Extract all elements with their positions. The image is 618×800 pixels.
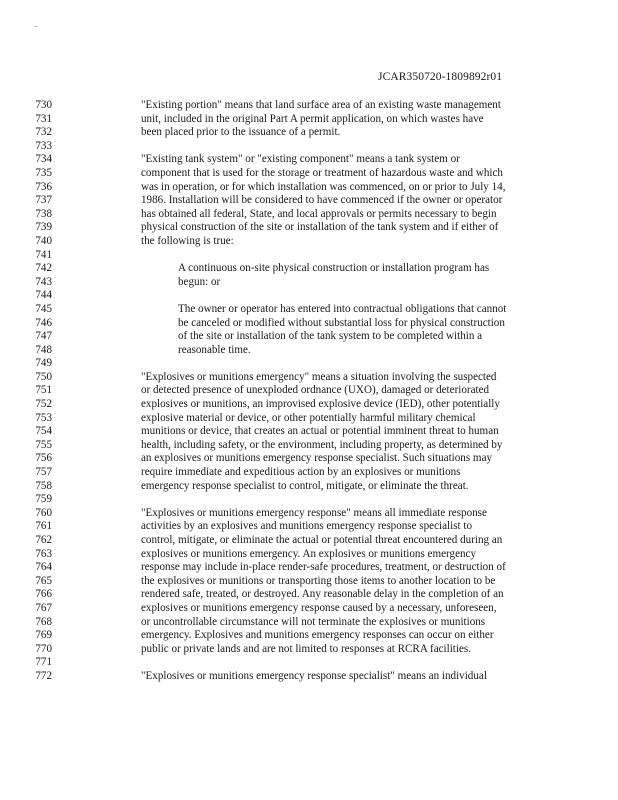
text-line: [0, 656, 618, 670]
line-number: 740: [35, 234, 52, 247]
line-text: activities by an explosives and munitions emergency response specialist to: [141, 520, 472, 533]
text-line: [0, 493, 618, 507]
text-line: [0, 221, 618, 235]
line-number: 770: [35, 642, 52, 655]
line-text: 1986. Installation will be considered to have commenced if the owner or operator: [141, 194, 503, 207]
line-number: 757: [35, 466, 52, 479]
line-number: 765: [35, 574, 52, 587]
text-line: [0, 99, 618, 113]
line-text: explosives or munitions emergency response caused by a necessary, unforeseen,: [141, 601, 497, 614]
line-number: 751: [35, 384, 52, 397]
text-line: [0, 412, 618, 426]
line-number: 734: [35, 153, 52, 166]
text-line: [0, 670, 618, 684]
line-number: 747: [35, 330, 52, 343]
text-line: [0, 194, 618, 208]
text-line: [0, 357, 618, 371]
line-number: 766: [35, 588, 52, 601]
line-text: unit, included in the original Part A permit application, on which wastes have: [141, 112, 484, 125]
text-line: [0, 602, 618, 616]
line-number: 758: [35, 479, 52, 492]
line-text: component that is used for the storage or treatment of hazardous waste and which: [141, 166, 503, 179]
line-text: explosives or munitions emergency. An explosives or munitions emergency: [141, 547, 477, 560]
text-line: [0, 126, 618, 140]
line-text: "Existing tank system" or "existing component" means a tank system or: [141, 153, 460, 166]
line-text: rendered safe, treated, or destroyed. Any reasonable delay in the completion of an: [141, 588, 504, 601]
line-text: public or private lands and are not limited to responses at RCRA facilities.: [141, 642, 471, 655]
line-text: physical construction of the site or installation of the tank system and if either of: [141, 221, 499, 234]
text-line: [0, 344, 618, 358]
line-number: 735: [35, 166, 52, 179]
text-line: [0, 167, 618, 181]
line-text: begun: or: [178, 275, 221, 288]
line-number: 769: [35, 629, 52, 642]
line-number: 739: [35, 221, 52, 234]
line-text: health, including safety, or the environment, including property, as determined by: [141, 438, 503, 451]
line-number: 745: [35, 302, 52, 315]
text-line: [0, 317, 618, 331]
line-number: 748: [35, 343, 52, 356]
line-text: A continuous on-site physical construction or installation program has: [178, 262, 490, 275]
line-number: 737: [35, 194, 52, 207]
text-line: [0, 153, 618, 167]
line-number: 738: [35, 207, 52, 220]
text-line: [0, 371, 618, 385]
line-number: 768: [35, 615, 52, 628]
text-line: [0, 303, 618, 317]
text-line: [0, 520, 618, 534]
text-line: [0, 289, 618, 303]
line-number: 730: [35, 99, 52, 111]
text-line: [0, 113, 618, 127]
line-text: "Explosives or munitions emergency" means a situation involving the suspected: [141, 370, 497, 383]
text-line: [0, 262, 618, 276]
line-text: been placed prior to the issuance of a permit.: [141, 126, 341, 139]
line-number: 767: [35, 601, 52, 614]
line-text: explosive material or device, or other potentially harmful military chemical: [141, 411, 476, 424]
line-number: 772: [35, 669, 52, 682]
text-line: [0, 534, 618, 548]
line-text: was in operation, or for which installation was commenced, on or prior to July 14,: [141, 180, 506, 193]
line-text: emergency response specialist to control, mitigate, or eliminate the threat.: [141, 479, 469, 492]
text-line: [0, 330, 618, 344]
line-text: or uncontrollable circumstance will not terminate the explosives or munitions: [141, 615, 486, 628]
line-number: 731: [35, 112, 52, 125]
text-line: [0, 616, 618, 630]
line-number: 732: [35, 126, 52, 139]
line-number: 763: [35, 547, 52, 560]
line-text: explosives or munitions, an improvised explosive device (IED), other potentially: [141, 398, 500, 411]
line-number: 749: [35, 357, 52, 370]
line-number: 759: [35, 493, 52, 506]
scan-speck: [34, 26, 37, 27]
text-line: [0, 208, 618, 222]
text-line: [0, 643, 618, 657]
document-body: [0, 99, 618, 684]
line-text: control, mitigate, or eliminate the actual or potential threat encountered during an: [141, 534, 503, 546]
text-line: [0, 235, 618, 249]
text-line: [0, 439, 618, 453]
line-number: 756: [35, 452, 52, 465]
line-text: require immediate and expeditious action by an explosives or munitions: [141, 466, 461, 479]
text-line: [0, 452, 618, 466]
line-text: the explosives or munitions or transporting those items to another location to be: [141, 574, 496, 587]
line-text: munitions or device, that creates an actual or potential imminent threat to human: [141, 425, 499, 438]
line-text: or detected presence of unexploded ordnance (UXO), damaged or deteriorated: [141, 384, 490, 397]
document-id: JCAR350720-1809892r01: [378, 71, 503, 83]
line-number: 762: [35, 534, 52, 546]
line-number: 742: [35, 262, 52, 275]
text-line: [0, 398, 618, 412]
line-number: 771: [35, 656, 52, 669]
line-number: 746: [35, 316, 52, 329]
line-text: "Explosives or munitions emergency response specialist" means an individual: [141, 669, 487, 682]
line-text: the following is true:: [141, 234, 234, 247]
text-line: [0, 140, 618, 154]
text-line: [0, 507, 618, 521]
line-text: has obtained all federal, State, and local approvals or permits necessary to begin: [141, 207, 497, 220]
line-number: 733: [35, 139, 52, 152]
line-number: 752: [35, 398, 52, 411]
line-text: of the site or installation of the tank system to be completed within a: [178, 330, 483, 343]
line-text: response may include in-place render-safe procedures, treatment, or destruction of: [141, 561, 506, 574]
text-line: [0, 588, 618, 602]
text-line: [0, 575, 618, 589]
line-number: 753: [35, 411, 52, 424]
line-text: be canceled or modified without substantial loss for physical construction: [178, 316, 505, 329]
text-line: [0, 629, 618, 643]
line-number: 760: [35, 506, 52, 519]
line-text: an explosives or munitions emergency response specialist. Such situations may: [141, 452, 493, 465]
line-number: 750: [35, 370, 52, 383]
line-text: emergency. Explosives and munitions emergency responses can occur on either: [141, 629, 494, 642]
text-line: [0, 480, 618, 494]
line-number: 741: [35, 248, 52, 261]
text-line: [0, 425, 618, 439]
line-number: 755: [35, 438, 52, 451]
line-number: 743: [35, 275, 52, 288]
text-line: [0, 466, 618, 480]
text-line: [0, 249, 618, 263]
line-number: 754: [35, 425, 52, 438]
text-line: [0, 181, 618, 195]
line-number: 761: [35, 520, 52, 533]
line-text: The owner or operator has entered into contractual obligations that cannot: [178, 302, 507, 315]
text-line: [0, 548, 618, 562]
text-line: [0, 276, 618, 290]
line-number: 736: [35, 180, 52, 193]
line-number: 744: [35, 289, 52, 302]
line-number: 764: [35, 561, 52, 574]
line-text: "Existing portion" means that land surface area of an existing waste management: [141, 99, 501, 111]
text-line: [0, 561, 618, 575]
line-text: reasonable time.: [178, 343, 251, 356]
line-text: "Explosives or munitions emergency response" means all immediate response: [141, 506, 487, 519]
text-line: [0, 384, 618, 398]
